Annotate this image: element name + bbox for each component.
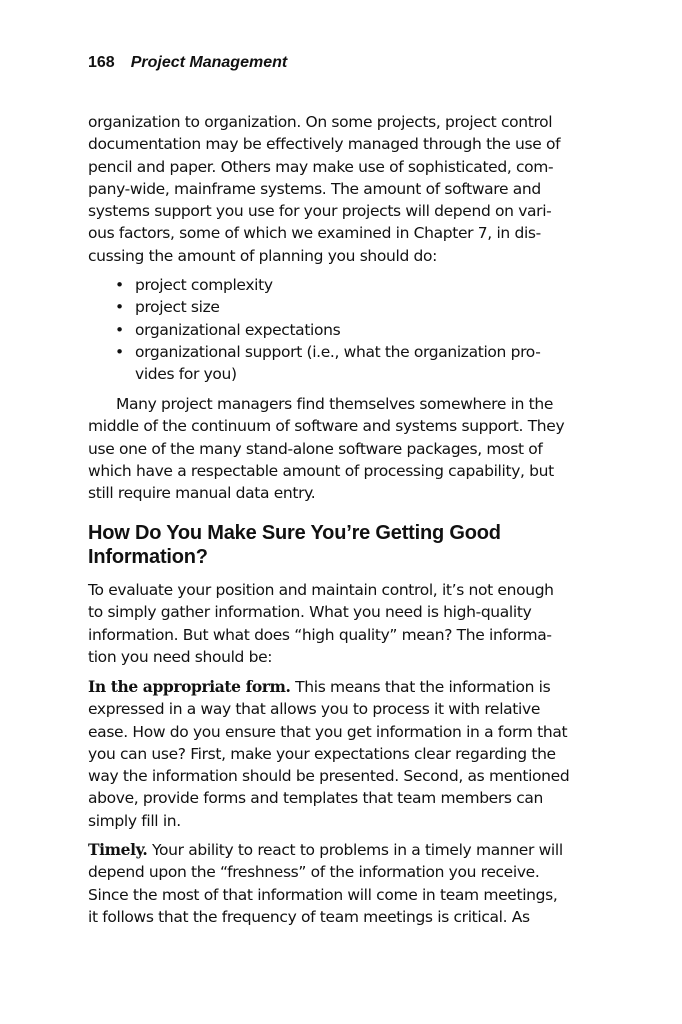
text-line: information. But what does “high quality” mean? The informa- (88, 625, 552, 644)
paragraph-intro (88, 111, 608, 267)
text-line: which have a respectable amount of processing capability, but (88, 461, 554, 480)
text-line: ous factors, some of which we examined in Chapter 7, in dis- (88, 224, 541, 243)
text-line: tion you need should be: (88, 647, 273, 666)
text-line: ease. How do you ensure that you get information in a form that (88, 722, 568, 741)
list-item (115, 341, 595, 386)
text-line: Many project managers find themselves somewhere in the (116, 395, 554, 413)
list-item-text: project complexity (135, 276, 273, 294)
text-line: simply fill in. (88, 811, 181, 830)
text-line: Since the most of that information will come in team meetings, (88, 885, 558, 904)
paragraph-continuum (88, 393, 608, 504)
factors-bullet-list (115, 274, 595, 385)
text-line: still require manual data entry. (88, 484, 316, 503)
paragraph-evaluate (88, 579, 608, 668)
list-item-text: organizational expectations (135, 320, 341, 339)
paragraph-timely (88, 839, 608, 928)
list-item-text: organizational support (i.e., what the organization pro- (135, 342, 541, 361)
text-line: depend upon the “freshness” of the information you receive. (88, 863, 540, 882)
text-line: expressed in a way that allows you to process it with relative (88, 700, 541, 719)
text-line: documentation may be effectively managed through the use of (88, 135, 561, 154)
running-head-title: Project Management (130, 54, 288, 71)
run-in-heading: Timely. (88, 840, 148, 859)
text-line: you can use? First, make your expectations clear regarding the (88, 744, 556, 763)
text-line (88, 676, 608, 698)
list-item (115, 274, 595, 296)
list-item (115, 319, 595, 341)
run-in-heading: In the appropriate form. (88, 677, 291, 696)
text-line-rest: This means that the information is (290, 678, 551, 696)
running-head (88, 53, 287, 73)
text-line (88, 839, 608, 861)
heading-line: How Do You Make Sure You’re Getting Good (88, 522, 501, 544)
text-line: way the information should be presented. Second, as mentioned (88, 767, 570, 786)
bullet-icon: • (115, 276, 124, 294)
text-line: To evaluate your position and maintain control, it’s not enough (88, 581, 554, 599)
bullet-icon: • (115, 298, 124, 317)
heading-line: Information? (88, 546, 208, 568)
page-number: 168 (88, 54, 115, 71)
text-line: pany-wide, mainframe systems. The amount of software and (88, 179, 541, 198)
text-line: pencil and paper. Others may make use of sophisticated, com- (88, 157, 554, 176)
section-heading (88, 521, 608, 569)
text-line: organization to organization. On some projects, project control (88, 113, 553, 131)
text-line: above, provide forms and templates that team members can (88, 789, 543, 808)
text-line: cussing the amount of planning you should do: (88, 246, 438, 265)
paragraph-appropriate-form (88, 676, 608, 832)
bullet-icon: • (115, 320, 124, 339)
text-line-rest: Your ability to react to problems in a timely manner will (147, 841, 563, 859)
text-line: to simply gather information. What you need is high-quality (88, 603, 532, 622)
list-item (115, 296, 595, 318)
list-item-text: project size (135, 298, 220, 317)
text-line: middle of the continuum of software and systems support. They (88, 417, 565, 436)
text-line: use one of the many stand-alone software packages, most of (88, 439, 543, 458)
bullet-icon: • (115, 342, 124, 361)
text-line: it follows that the frequency of team meetings is critical. As (88, 907, 530, 926)
list-item-text: vides for you) (135, 365, 237, 384)
text-line: systems support you use for your projects will depend on vari- (88, 202, 552, 221)
